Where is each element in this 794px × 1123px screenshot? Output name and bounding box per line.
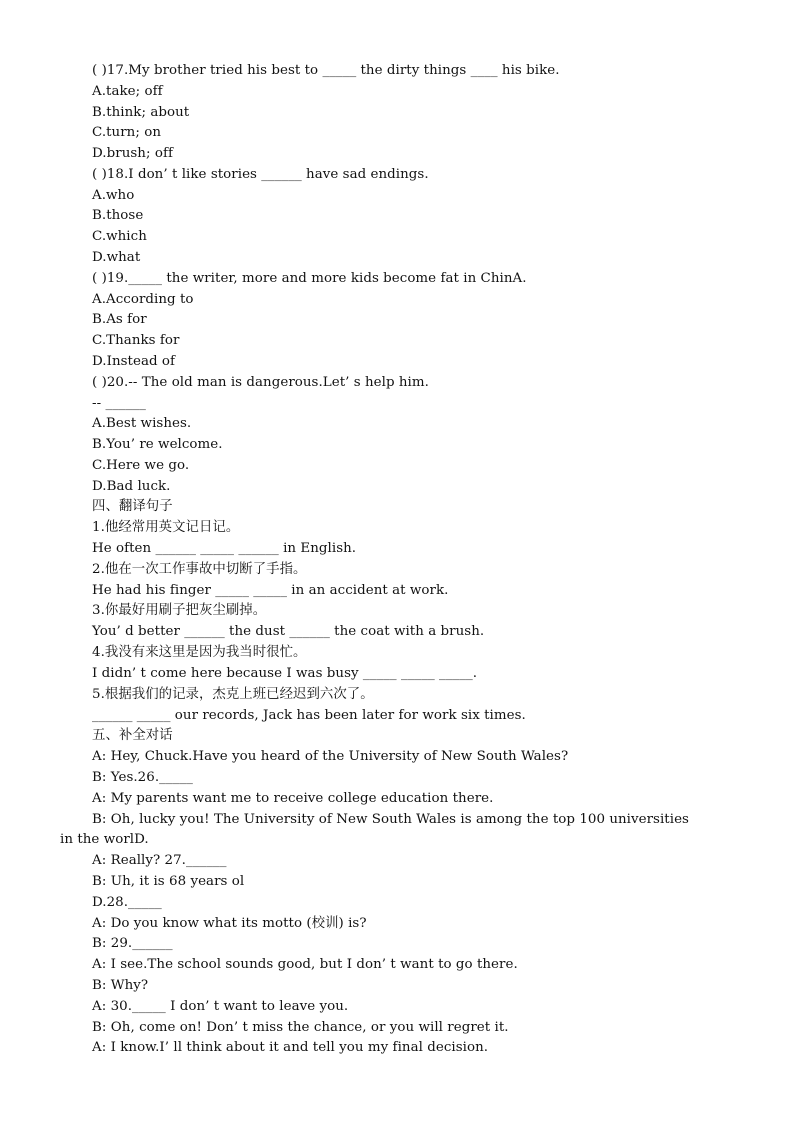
section4-item4-zh: 4.我没有来这里是因为我当时很忙。: [92, 645, 307, 660]
section4-item2-en: He had his finger _____ _____ in an accident at work.: [92, 583, 449, 598]
section4-item1-zh: 1.他经常用英文记日记。: [92, 520, 240, 535]
q19-option-b: B.As for: [92, 312, 147, 327]
dialogue-line-2: B: Yes.26._____: [92, 770, 193, 785]
dialogue-line-12: A: 30._____ I don’ t want to leave you.: [92, 999, 349, 1014]
section4-item3-zh: 3.你最好用刷子把灰尘刷掉。: [92, 603, 267, 618]
q20-option-d: D.Bad luck.: [92, 479, 171, 494]
dialogue-line-3: A: My parents want me to receive college education there.: [92, 791, 494, 806]
q18-option-a: A.who: [92, 188, 135, 203]
q19-stem: ( )19._____ the writer, more and more kids become fat in ChinA.: [92, 271, 527, 286]
dialogue-line-11: B: Why?: [92, 978, 149, 993]
q18-option-d: D.what: [92, 250, 141, 265]
dialogue-line-9: B: 29.______: [92, 936, 173, 951]
dialogue-line-4: B: Oh, lucky you! The University of New South Wales is among the top 100 universities: [92, 812, 689, 827]
section4-heading: 四、翻译句子: [92, 499, 173, 514]
dialogue-line-5: A: Really? 27.______: [92, 853, 227, 868]
q20-stem: ( )20.-- The old man is dangerous.Let’ s help him.: [92, 375, 429, 390]
dialogue-line-10: A: I see.The school sounds good, but I don’ t want to go there.: [92, 957, 518, 972]
section5-heading: 五、补全对话: [92, 728, 173, 743]
section4-item5-en: ______ _____ our records, Jack has been later for work six times.: [92, 708, 526, 723]
section4-item3-en: You’ d better ______ the dust ______ the coat with a brush.: [92, 624, 485, 639]
dialogue-line-7: D.28._____: [92, 895, 162, 910]
dialogue-line-1: A: Hey, Chuck.Have you heard of the University of New South Wales?: [92, 749, 569, 764]
dialogue-line-4-continued: in the worlD.: [60, 832, 149, 847]
section4-item4-en: I didn’ t come here because I was busy _____ _____ _____.: [92, 666, 478, 681]
q20-option-a: A.Best wishes.: [92, 416, 192, 431]
q18-option-c: C.which: [92, 229, 147, 244]
q19-option-a: A.According to: [92, 292, 194, 307]
q19-option-d: D.Instead of: [92, 354, 176, 369]
q17-stem: ( )17.My brother tried his best to _____ the dirty things ____ his bike.: [92, 63, 560, 78]
q18-stem: ( )18.I don’ t like stories ______ have sad endings.: [92, 167, 429, 182]
section4-item1-en: He often ______ _____ ______ in English.: [92, 541, 357, 556]
q19-option-c: C.Thanks for: [92, 333, 180, 348]
section4-item2-zh: 2.他在一次工作事故中切断了手指。: [92, 562, 307, 577]
q20-reply: -- ______: [92, 396, 146, 411]
q20-option-c: C.Here we go.: [92, 458, 190, 473]
q17-option-b: B.think; about: [92, 105, 190, 120]
dialogue-line-13: B: Oh, come on! Don’ t miss the chance, or you will regret it.: [92, 1020, 509, 1035]
dialogue-line-6: B: Uh, it is 68 years ol: [92, 874, 245, 889]
q18-option-b: B.those: [92, 208, 144, 223]
dialogue-line-14: A: I know.I’ ll think about it and tell you my final decision.: [92, 1040, 489, 1055]
q20-option-b: B.You’ re welcome.: [92, 437, 223, 452]
section4-item5-zh: 5.根据我们的记录，杰克上班已经迟到六次了。: [92, 687, 374, 702]
q17-option-d: D.brush; off: [92, 146, 173, 161]
q17-option-a: A.take; off: [92, 84, 163, 99]
dialogue-line-8: A: Do you know what its motto (校训) is?: [92, 916, 367, 931]
q17-option-c: C.turn; on: [92, 125, 162, 140]
